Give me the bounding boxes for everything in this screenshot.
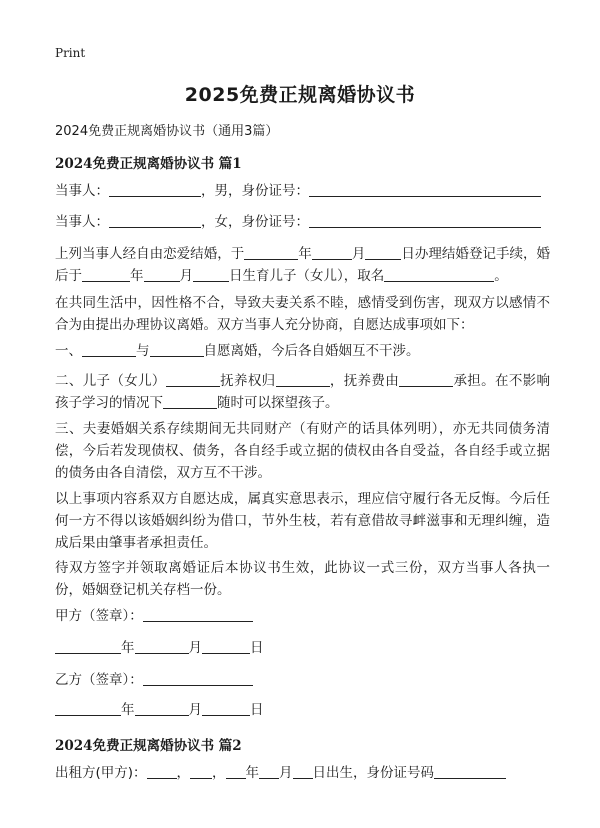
party-gender-text: ，男，身份证号： — [201, 183, 309, 199]
visitor-blank — [163, 394, 217, 409]
text-segment: 年 — [121, 640, 135, 656]
child-blank — [166, 372, 220, 387]
page-title: 2025免费正规离婚协议书 — [184, 84, 416, 106]
party-label: 当事人： — [55, 183, 109, 199]
year-blank — [55, 701, 121, 716]
text-segment: 年 — [245, 765, 260, 781]
reason-paragraph: 在共同生活中，因性格不合，导致夫妻关系不睦，感情受到伤害，现双方以感情不合为由提出办理协议离婚。双方当事人充分协商，自愿达成事项如下： — [55, 295, 550, 333]
lessor-line — [55, 763, 506, 783]
signature-blank — [143, 671, 253, 686]
text-segment: 承担。在不影响孩子学习的情况下 — [55, 373, 551, 411]
text-segment: 上列当事人经自由恋爱结婚，于 — [55, 246, 245, 262]
text-segment: 日 — [250, 702, 264, 718]
text-segment: 年 — [298, 246, 312, 262]
day-blank — [202, 701, 250, 716]
text-segment: 月 — [188, 640, 202, 656]
text-segment: 月 — [179, 268, 193, 284]
signature-date-a — [55, 638, 264, 658]
text-segment: 月 — [279, 765, 293, 781]
signature-blank — [143, 607, 253, 622]
clause-1 — [55, 341, 420, 361]
month-blank — [135, 701, 189, 716]
year-blank — [226, 764, 246, 779]
signature-party-a — [55, 606, 253, 626]
signature-date-b — [55, 700, 264, 720]
year-blank — [82, 267, 130, 282]
month-blank — [259, 764, 279, 779]
day-blank — [193, 267, 229, 282]
year-blank — [55, 639, 121, 654]
year-blank — [244, 245, 298, 260]
text-segment: 一、 — [55, 343, 82, 359]
text-segment: 自愿离婚，今后各自婚姻互不干涉。 — [203, 343, 420, 359]
text-segment: 年 — [130, 268, 144, 284]
effect-paragraph: 待双方签字并领取离婚证后本协议书生效，此协议一式三份，双方当事人各执一份，婚姻登记机关存档一份。 — [55, 560, 550, 598]
signature-label: 甲方（签章）： — [55, 608, 143, 624]
child-name-blank — [384, 267, 494, 282]
party-line-female — [55, 212, 541, 232]
id-number-blank — [309, 182, 541, 197]
text-segment: 日办理结婚登记手续，婚后于 — [55, 246, 551, 284]
name-blank — [109, 182, 201, 197]
section-heading-1: 2024免费正规离婚协议书 篇1 — [55, 156, 242, 172]
name-blank — [147, 764, 177, 779]
id-number-blank — [309, 213, 541, 228]
party-label: 当事人： — [55, 214, 109, 230]
day-blank — [293, 764, 313, 779]
text-segment: 与 — [136, 343, 150, 359]
party-line-male — [55, 181, 541, 201]
text-segment: 月 — [188, 702, 202, 718]
text-segment: ，抚养费由 — [329, 373, 400, 389]
text-segment: ， — [212, 765, 226, 781]
text-segment: 出租方(甲方)： — [55, 765, 147, 781]
marriage-intro-paragraph — [55, 243, 550, 287]
gender-blank — [190, 764, 212, 779]
id-number-blank — [434, 764, 506, 779]
party-blank — [150, 342, 204, 357]
custody-blank — [276, 372, 330, 387]
text-segment: 二、儿子（女儿） — [55, 373, 166, 389]
print-link[interactable]: Print — [55, 46, 86, 60]
section-heading-2: 2024免费正规离婚协议书 篇2 — [55, 738, 242, 754]
text-segment: 日 — [250, 640, 264, 656]
clause-3: 三、夫妻婚姻关系存续期间无共同财产（有财产的话具体列明），亦无共同债务清偿，今后若发现债权、债务，各自经手或立据的债权由各自受益，各自经手或立据的债务由各自清偿，双方互不干涉。 — [55, 421, 550, 481]
text-segment: 抚养权归 — [219, 373, 276, 389]
signature-label: 乙方（签章）： — [55, 672, 143, 688]
text-segment: 日生育儿子（女儿），取名 — [229, 268, 385, 284]
declaration-paragraph: 以上事项内容系双方自愿达成，属真实意思表示，理应信守履行各无反悔。今后任何一方不得以该婚姻纠纷为借口，节外生枝，若有意借故寻衅滋事和无理纠缠，造成后果由肇事者承担责任。 — [55, 491, 550, 551]
text-segment: 年 — [121, 702, 135, 718]
support-blank — [399, 372, 453, 387]
month-blank — [312, 245, 352, 260]
month-blank — [144, 267, 180, 282]
text-segment: 。 — [494, 268, 508, 284]
text-segment: 日出生，身份证号码 — [312, 765, 435, 781]
month-blank — [135, 639, 189, 654]
clause-2 — [55, 370, 550, 414]
day-blank — [202, 639, 250, 654]
party-gender-text: ，女，身份证号： — [201, 214, 309, 230]
signature-party-b — [55, 670, 253, 690]
name-blank — [109, 213, 201, 228]
party-blank — [82, 342, 136, 357]
document-subtitle: 2024免费正规离婚协议书（通用3篇） — [55, 124, 279, 139]
day-blank — [365, 245, 401, 260]
text-segment: 月 — [351, 246, 366, 262]
text-segment: ， — [176, 765, 191, 781]
text-segment: 随时可以探望孩子。 — [217, 395, 339, 411]
